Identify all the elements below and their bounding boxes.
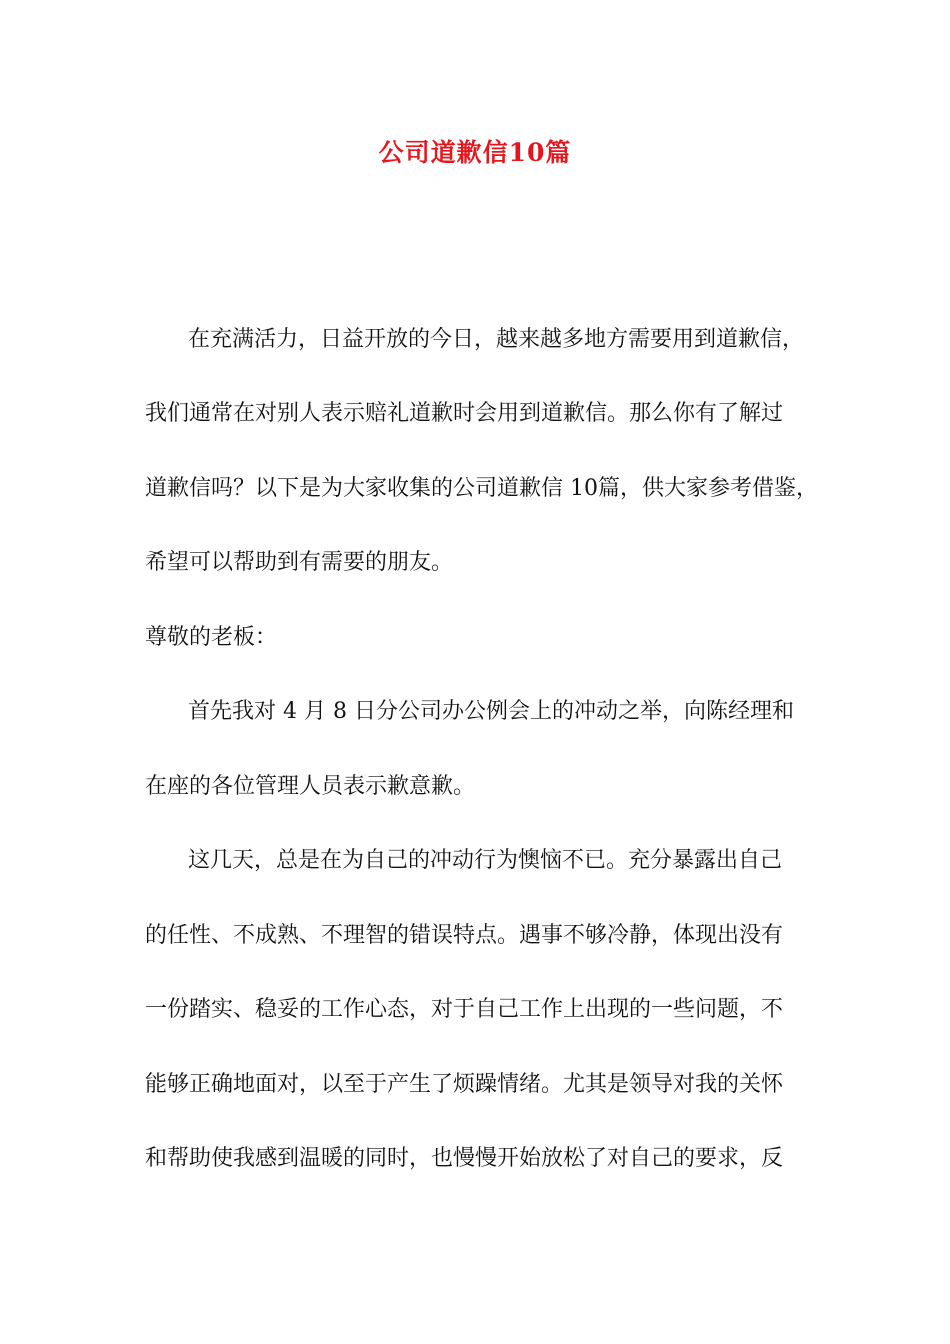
body-line-4: 的任性、不成熟、不理智的错误特点。遇事不够冷静，体现出没有: [145, 923, 784, 948]
intro-line-3: 道歉信吗？以下是为大家收集的公司道歉信 10篇，供大家参考借鉴，: [145, 476, 818, 501]
body-line-6: 能够正确地面对，以至于产生了烦躁情绪。尤其是领导对我的关怀: [145, 1072, 784, 1097]
body-line-3: 这几天，总是在为自己的冲动行为懊恼不已。充分暴露出自己: [188, 848, 783, 873]
body-line-5: 一份踏实、稳妥的工作心态，对于自己工作上出现的一些问题，不: [145, 997, 784, 1022]
salutation: 尊敬的老板：: [145, 625, 278, 650]
body-line-2: 在座的各位管理人员表示歉意歉。: [145, 774, 476, 799]
intro-line-4: 希望可以帮助到有需要的朋友。: [145, 550, 454, 575]
body-line-1: 首先我对 4 月 8 日分公司办公例会上的冲动之举，向陈经理和: [188, 699, 794, 724]
document-title: 公司道歉信10篇: [378, 138, 572, 167]
intro-line-2: 我们通常在对别人表示赔礼道歉时会用到道歉信。那么你有了解过: [145, 401, 784, 426]
intro-line-1: 在充满活力，日益开放的今日，越来越多地方需要用到道歉信，: [188, 327, 805, 352]
body-line-7: 和帮助使我感到温暖的同时，也慢慢开始放松了对自己的要求，反: [145, 1146, 784, 1171]
